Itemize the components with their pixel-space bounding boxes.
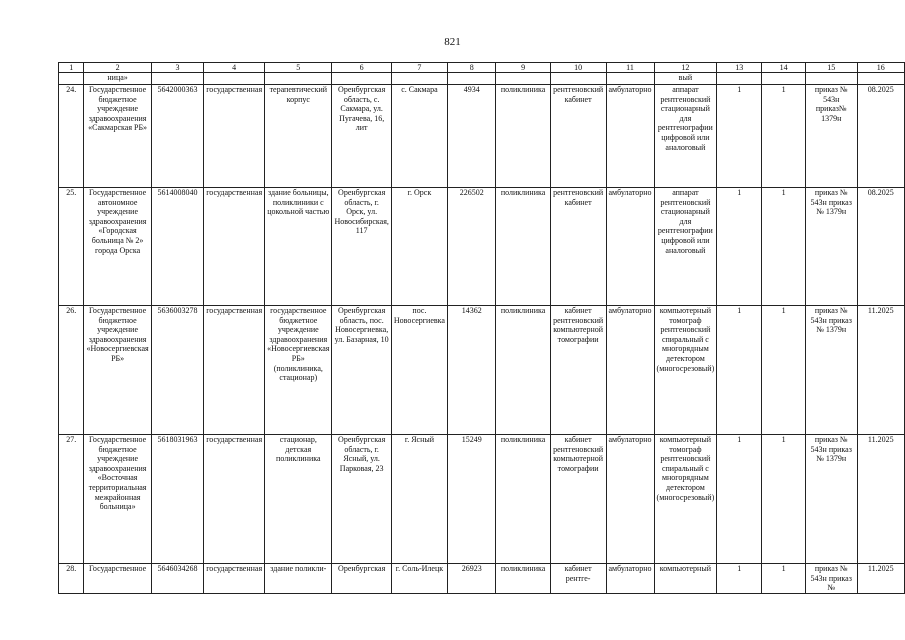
- building-cell: государственное бюджетное учреждение здравоохранения «Новосергиевская РБ» (поликлиника, стационар): [265, 306, 332, 435]
- organization-name: Государственное бюджетное учреждение здравоохранения «Новосергиевская РБ»: [84, 306, 151, 435]
- column-header: 9: [496, 63, 550, 73]
- room-cell: рентгеновский кабинет: [550, 85, 606, 188]
- data-table: [58, 62, 905, 594]
- ownership-cell: государственная: [204, 564, 265, 594]
- column-header: 4: [204, 63, 265, 73]
- column-header: 16: [857, 63, 904, 73]
- locality-cell: с. Сакмара: [391, 85, 447, 188]
- count-cell: 1: [717, 564, 762, 594]
- table-row: [59, 188, 905, 306]
- column-header: 13: [717, 63, 762, 73]
- locality-cell: пос. Новосергиевка: [391, 306, 447, 435]
- mode-cell: амбулаторно: [606, 85, 654, 188]
- room-cell: кабинет рентге-: [550, 564, 606, 594]
- population-cell: 4934: [447, 85, 495, 188]
- unit-type-cell: поликлиника: [496, 306, 550, 435]
- column-header: 7: [391, 63, 447, 73]
- mode-cell: амбулаторно: [606, 188, 654, 306]
- count-cell: 1: [717, 306, 762, 435]
- count-cell: 1: [762, 188, 806, 306]
- room-cell: рентгеновский кабинет: [550, 188, 606, 306]
- table-cell: [606, 73, 654, 85]
- column-header: 8: [447, 63, 495, 73]
- address-cell: Оренбургская область, г. Ясный, ул. Парковая, 23: [332, 435, 391, 564]
- column-header: 3: [151, 63, 203, 73]
- count-cell: 1: [717, 188, 762, 306]
- count-cell: 1: [762, 564, 806, 594]
- equipment-cell: компьютерный томограф рентгеновский спиральный с многорядным детектором (многосрезовый): [654, 306, 717, 435]
- count-cell: 1: [762, 435, 806, 564]
- organization-name: Государственное бюджетное учреждение здравоохранения «Восточная территориальная межрайонная больница»: [84, 435, 151, 564]
- locality-cell: г. Соль-Илецк: [391, 564, 447, 594]
- building-cell: стационар, детская поликлиника: [265, 435, 332, 564]
- column-header: 1: [59, 63, 84, 73]
- population-cell: 226502: [447, 188, 495, 306]
- table-cell: [151, 73, 203, 85]
- column-header: 11: [606, 63, 654, 73]
- table-row: [59, 564, 905, 594]
- row-number: 26.: [59, 306, 84, 435]
- locality-cell: г. Орск: [391, 188, 447, 306]
- mode-cell: амбулаторно: [606, 306, 654, 435]
- order-cell: приказ № 543н приказ №: [805, 564, 857, 594]
- equipment-cell: компьютерный: [654, 564, 717, 594]
- row-number: 25.: [59, 188, 84, 306]
- unit-type-cell: поликлиника: [496, 564, 550, 594]
- count-cell: 1: [762, 85, 806, 188]
- equipment-cell: компьютерный томограф рентгеновский спиральный с многорядным детектором (многосрезовый): [654, 435, 717, 564]
- inn-cell: 5618031963: [151, 435, 203, 564]
- table-row: [59, 306, 905, 435]
- order-cell: приказ № 543н приказ № 1379н: [805, 435, 857, 564]
- room-cell: кабинет рентгеновский компьютерной томографии: [550, 306, 606, 435]
- column-header: 14: [762, 63, 806, 73]
- column-header: 5: [265, 63, 332, 73]
- unit-type-cell: поликлиника: [496, 435, 550, 564]
- room-cell: кабинет рентгеновский компьютерной томографии: [550, 435, 606, 564]
- inn-cell: 5646034268: [151, 564, 203, 594]
- locality-cell: г. Ясный: [391, 435, 447, 564]
- table-cell: вый: [654, 73, 717, 85]
- column-header: 2: [84, 63, 151, 73]
- ownership-cell: государственная: [204, 188, 265, 306]
- column-header: 6: [332, 63, 391, 73]
- order-cell: приказ № 543н приказ№ 1379н: [805, 85, 857, 188]
- unit-type-cell: поликлиника: [496, 85, 550, 188]
- count-cell: 1: [717, 85, 762, 188]
- building-cell: здание поликли-: [265, 564, 332, 594]
- table-cell: [391, 73, 447, 85]
- continuation-row: [59, 73, 905, 85]
- order-cell: приказ № 543н приказ № 1379н: [805, 188, 857, 306]
- table-cell: [857, 73, 904, 85]
- count-cell: 1: [717, 435, 762, 564]
- address-cell: Оренбургская область, пос. Новосергиевка, ул. Базарная, 10: [332, 306, 391, 435]
- equipment-cell: аппарат рентгеновский стационарный для рентгенографии цифровой или аналоговый: [654, 85, 717, 188]
- date-cell: 11.2025: [857, 306, 904, 435]
- organization-name: Государственное автономное учреждение здравоохранения «Городская больница № 2» города Орска: [84, 188, 151, 306]
- order-cell: приказ № 543н приказ № 1379н: [805, 306, 857, 435]
- unit-type-cell: поликлиника: [496, 188, 550, 306]
- row-number: 28.: [59, 564, 84, 594]
- table-cell: [59, 73, 84, 85]
- table-cell: [204, 73, 265, 85]
- column-header: 15: [805, 63, 857, 73]
- table-row: [59, 85, 905, 188]
- equipment-cell: аппарат рентгеновский стационарный для рентгенографии цифровой или аналоговый: [654, 188, 717, 306]
- population-cell: 26923: [447, 564, 495, 594]
- date-cell: 08.2025: [857, 188, 904, 306]
- table-cell: ница»: [84, 73, 151, 85]
- ownership-cell: государственная: [204, 435, 265, 564]
- table-cell: [717, 73, 762, 85]
- population-cell: 15249: [447, 435, 495, 564]
- date-cell: 11.2025: [857, 564, 904, 594]
- inn-cell: 5642000363: [151, 85, 203, 188]
- table-cell: [805, 73, 857, 85]
- address-cell: Оренбургская: [332, 564, 391, 594]
- table-cell: [496, 73, 550, 85]
- date-cell: 11.2025: [857, 435, 904, 564]
- population-cell: 14362: [447, 306, 495, 435]
- building-cell: здание больницы, поликлиники с цокольной частью: [265, 188, 332, 306]
- inn-cell: 5614008040: [151, 188, 203, 306]
- date-cell: 08.2025: [857, 85, 904, 188]
- organization-name: Государственное бюджетное учреждение здравоохранения «Сакмарская РБ»: [84, 85, 151, 188]
- building-cell: терапевтический корпус: [265, 85, 332, 188]
- mode-cell: амбулаторно: [606, 435, 654, 564]
- table-cell: [265, 73, 332, 85]
- table-cell: [762, 73, 806, 85]
- column-number-row: [59, 63, 905, 73]
- row-number: 27.: [59, 435, 84, 564]
- address-cell: Оренбургская область, г. Орск, ул. Новосибирская, 117: [332, 188, 391, 306]
- column-header: 12: [654, 63, 717, 73]
- table-cell: [332, 73, 391, 85]
- row-number: 24.: [59, 85, 84, 188]
- page-number: 821: [444, 36, 461, 48]
- ownership-cell: государственная: [204, 306, 265, 435]
- table-row: [59, 435, 905, 564]
- address-cell: Оренбургская область, с. Сакмара, ул. Пугачева, 16, лит: [332, 85, 391, 188]
- table-cell: [550, 73, 606, 85]
- ownership-cell: государственная: [204, 85, 265, 188]
- organization-name: Государственное: [84, 564, 151, 594]
- mode-cell: амбулаторно: [606, 564, 654, 594]
- table-cell: [447, 73, 495, 85]
- inn-cell: 5636003278: [151, 306, 203, 435]
- count-cell: 1: [762, 306, 806, 435]
- column-header: 10: [550, 63, 606, 73]
